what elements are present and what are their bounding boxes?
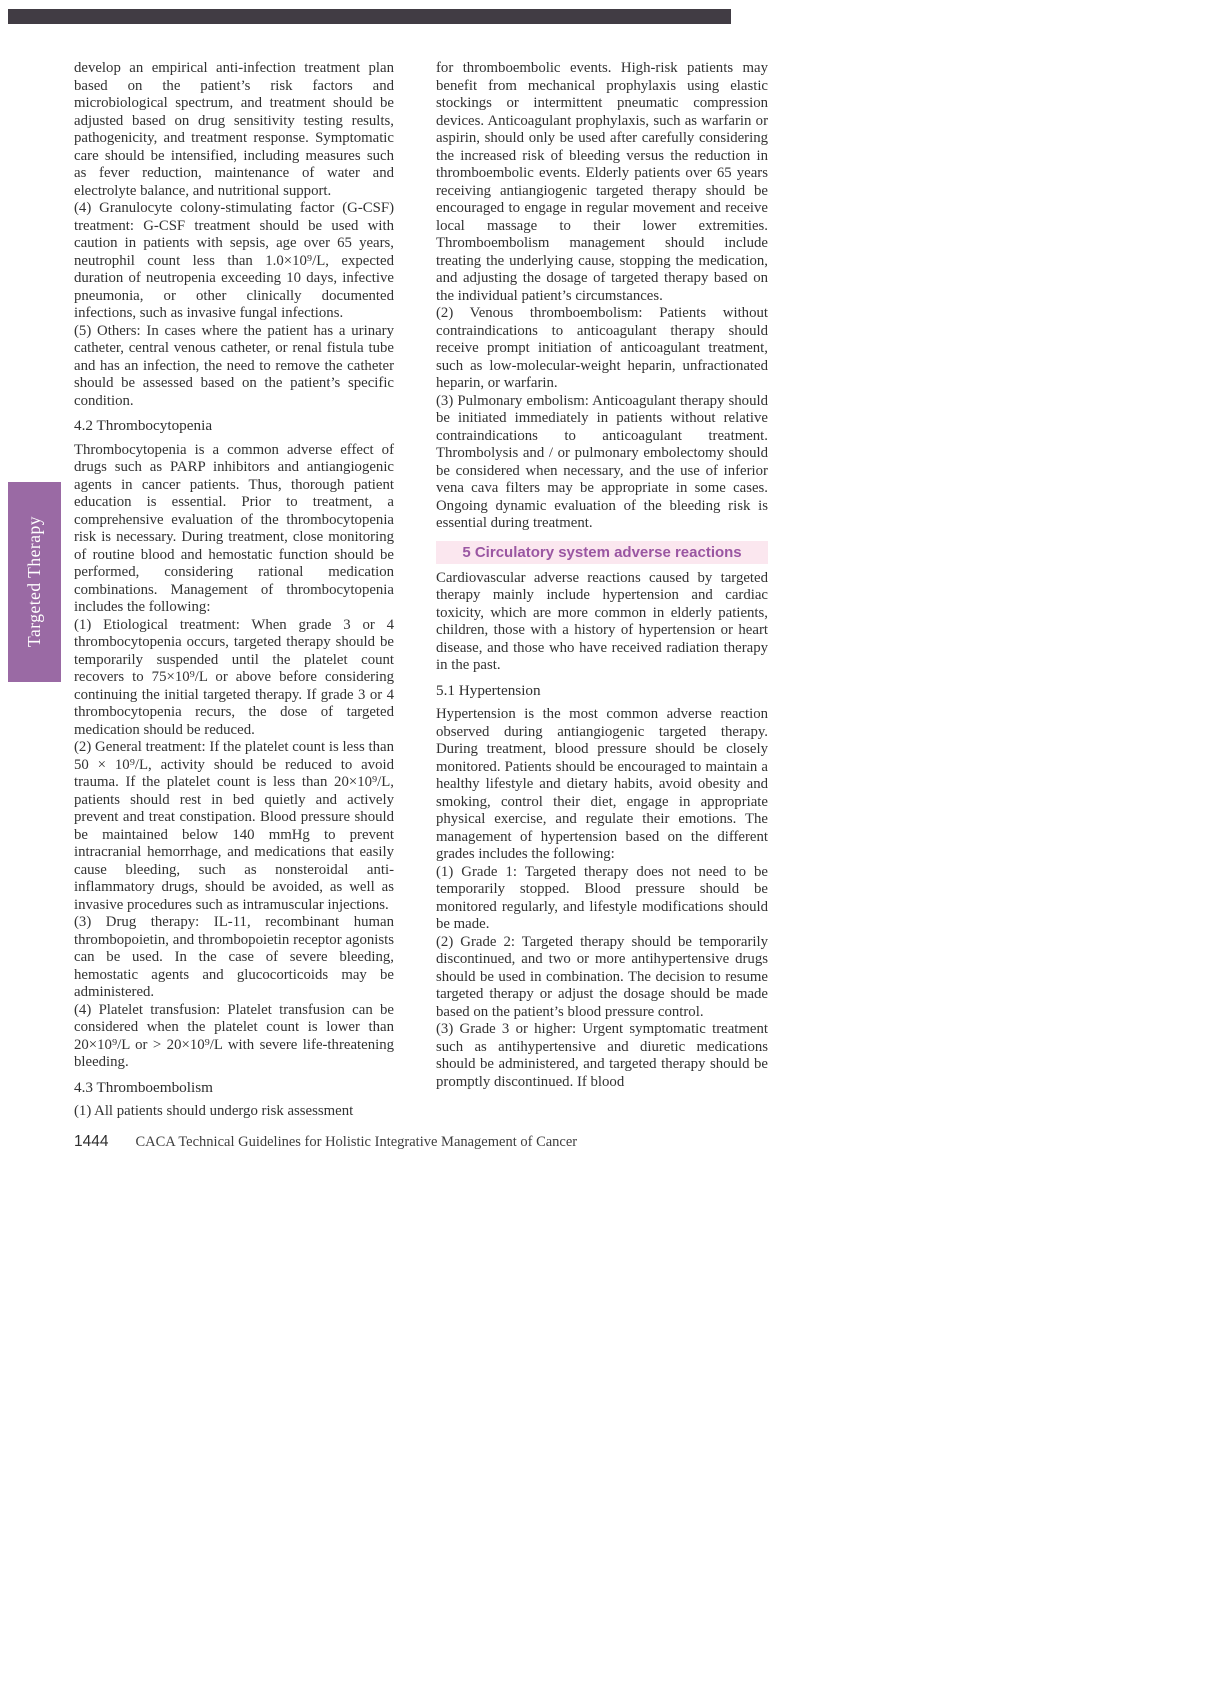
chapter-tab bbox=[8, 482, 61, 682]
paragraph: (5) Others: In cases where the patient has a urinary catheter, central venous catheter, or renal fistula tube and has an infection, the need to remove the catheter should be assessed based on the patient’s specific condition. bbox=[74, 322, 394, 409]
paragraph: Hypertension is the most common adverse reaction observed during antiangiogenic targeted therapy. During treatment, blood pressure should be closely monitored. Patients should be encouraged to maintain a healthy lifestyle and dietary habits, avoid obesity and smoking, control their diet, engage in appropriate physical exercise, and regulate their emotions. The management of hypertension based on the different grades includes the following: bbox=[436, 706, 768, 862]
top-rule-bar bbox=[8, 9, 731, 24]
paragraph: (1) All patients should undergo risk assessment bbox=[74, 1103, 354, 1119]
paragraph: (1) Etiological treatment: When grade 3 or 4 thrombocytopenia occurs, targeted therapy should be temporarily suspended until the platelet count recovers to 75×10⁹/L or above before considering continuing the initial targeted therapy. If grade 3 or 4 thrombocytopenia recurs, the dose of targeted medication should be reduced. bbox=[74, 616, 394, 738]
footer-running-title: CACA Technical Guidelines for Holistic Integrative Management of Cancer bbox=[135, 1134, 578, 1150]
paragraph: develop an empirical anti-infection treatment plan based on the patient’s risk factors and microbiological spectrum, and treatment should be adjusted based on drug sensitivity testing results, pathogenicity, and treatment response. Symptomatic care should be intensified, including measures such as fever reduction, maintenance of water and electrolyte balance, and nutritional support. bbox=[74, 60, 394, 199]
paragraph: Cardiovascular adverse reactions caused by targeted therapy mainly include hypertension and cardiac toxicity, which are more common in elderly patients, children, those with a history of hypertension or heart disease, and those who have received radiation therapy in the past. bbox=[436, 569, 768, 673]
section-heading-thromboembolism: 4.3 Thromboembolism bbox=[74, 1078, 213, 1096]
section-band-circulatory: 5 Circulatory system adverse reactions bbox=[436, 541, 768, 564]
paragraph: for thromboembolic events. High-risk patients may benefit from mechanical prophylaxis using elastic stockings or intermittent pneumatic compression devices. Anticoagulant prophylaxis, such as warfarin or aspirin, should only be used after carefully considering the increased risk of bleeding versus the reduction in thromboembolic events. Elderly patients over 65 years receiving antiangiogenic targeted therapy should be encouraged to engage in regular movement and receive local massage to their lower extremities. Thromboembolism management should include treating the underlying cause, stopping the medication, and adjusting the dosage of targeted therapy based on the individual patient’s circumstances. bbox=[436, 60, 768, 304]
left-text-column bbox=[74, 60, 394, 1121]
paragraph: (1) Grade 1: Targeted therapy does not need to be temporarily stopped. Blood pressure should be monitored regularly, and lifestyle modifications should be made. bbox=[436, 863, 768, 932]
paragraph: (2) Grade 2: Targeted therapy should be temporarily discontinued, and two or more antihypertensive drugs should be used in combination. The decision to resume targeted therapy or adjust the dosage should be made based on the patient’s blood pressure control. bbox=[436, 933, 768, 1020]
paragraph: (3) Drug therapy: IL-11, recombinant human thrombopoietin, and thrombopoietin receptor agonists can be used. In the case of severe bleeding, hemostatic agents and glucocorticoids may be administered. bbox=[74, 914, 394, 1000]
paragraph: (4) Platelet transfusion: Platelet transfusion can be considered when the platelet count is lower than 20×10⁹/L or > 20×10⁹/L with severe life-threatening bleeding. bbox=[74, 1001, 394, 1070]
paragraph: Thrombocytopenia is a common adverse effect of drugs such as PARP inhibitors and antiangiogenic agents in cancer patients. Thus, thorough patient education is essential. Prior to treatment, a comprehensive evaluation of the thrombocytopenia risk is necessary. During treatment, close monitoring of routine blood and hemostatic function should be performed, considering rational medication combinations. Management of thrombocytopenia includes the following: bbox=[74, 441, 394, 615]
section-heading-hypertension: 5.1 Hypertension bbox=[436, 681, 541, 699]
paragraph: (2) General treatment: If the platelet count is less than 50 × 10⁹/L, activity should be reduced to avoid trauma. If the platelet count is less than 20×10⁹/L, patients should rest in bed quietly and actively prevent and treat constipation. Blood pressure should be maintained below 140 mmHg to prevent intracranial hemorrhage, and medications that easily cause bleeding, such as nonsteroidal anti-inflammatory drugs, should be avoided, as well as invasive procedures such as intramuscular injections. bbox=[74, 739, 394, 913]
paragraph: (3) Grade 3 or higher: Urgent symptomatic treatment such as antihypertensive and diuretic medications should be administered, and targeted therapy should be promptly discontinued. If blood bbox=[436, 1021, 768, 1090]
paragraph: (4) Granulocyte colony-stimulating factor (G-CSF) treatment: G-CSF treatment should be used with caution in patients with sepsis, age over 65 years, neutrophil count less than 1.0×10⁹/L, expected duration of neutropenia exceeding 10 days, infective pneumonia, or other clinically documented infections, such as invasive fungal infections. bbox=[74, 200, 394, 321]
right-text-column bbox=[436, 60, 768, 1091]
page-number: 1444 bbox=[74, 1133, 109, 1150]
page-footer bbox=[74, 1133, 577, 1151]
paragraph: (3) Pulmonary embolism: Anticoagulant therapy should be initiated immediately in patients without relative contraindications to anticoagulant treatment. Thrombolysis and / or pulmonary embolectomy should be considered when necessary, and the use of inferior vena cava filters may be appropriate in some cases. Ongoing dynamic evaluation of the bleeding risk is essential during treatment. bbox=[436, 392, 768, 531]
paragraph: (2) Venous thromboembolism: Patients without contraindications to anticoagulant therapy should receive prompt initiation of anticoagulant treatment, such as low-molecular-weight heparin, unfractionated heparin, or warfarin. bbox=[436, 305, 768, 391]
section-heading-thrombocytopenia: 4.2 Thrombocytopenia bbox=[74, 417, 213, 434]
chapter-tab-label: Targeted Therapy bbox=[24, 516, 44, 648]
